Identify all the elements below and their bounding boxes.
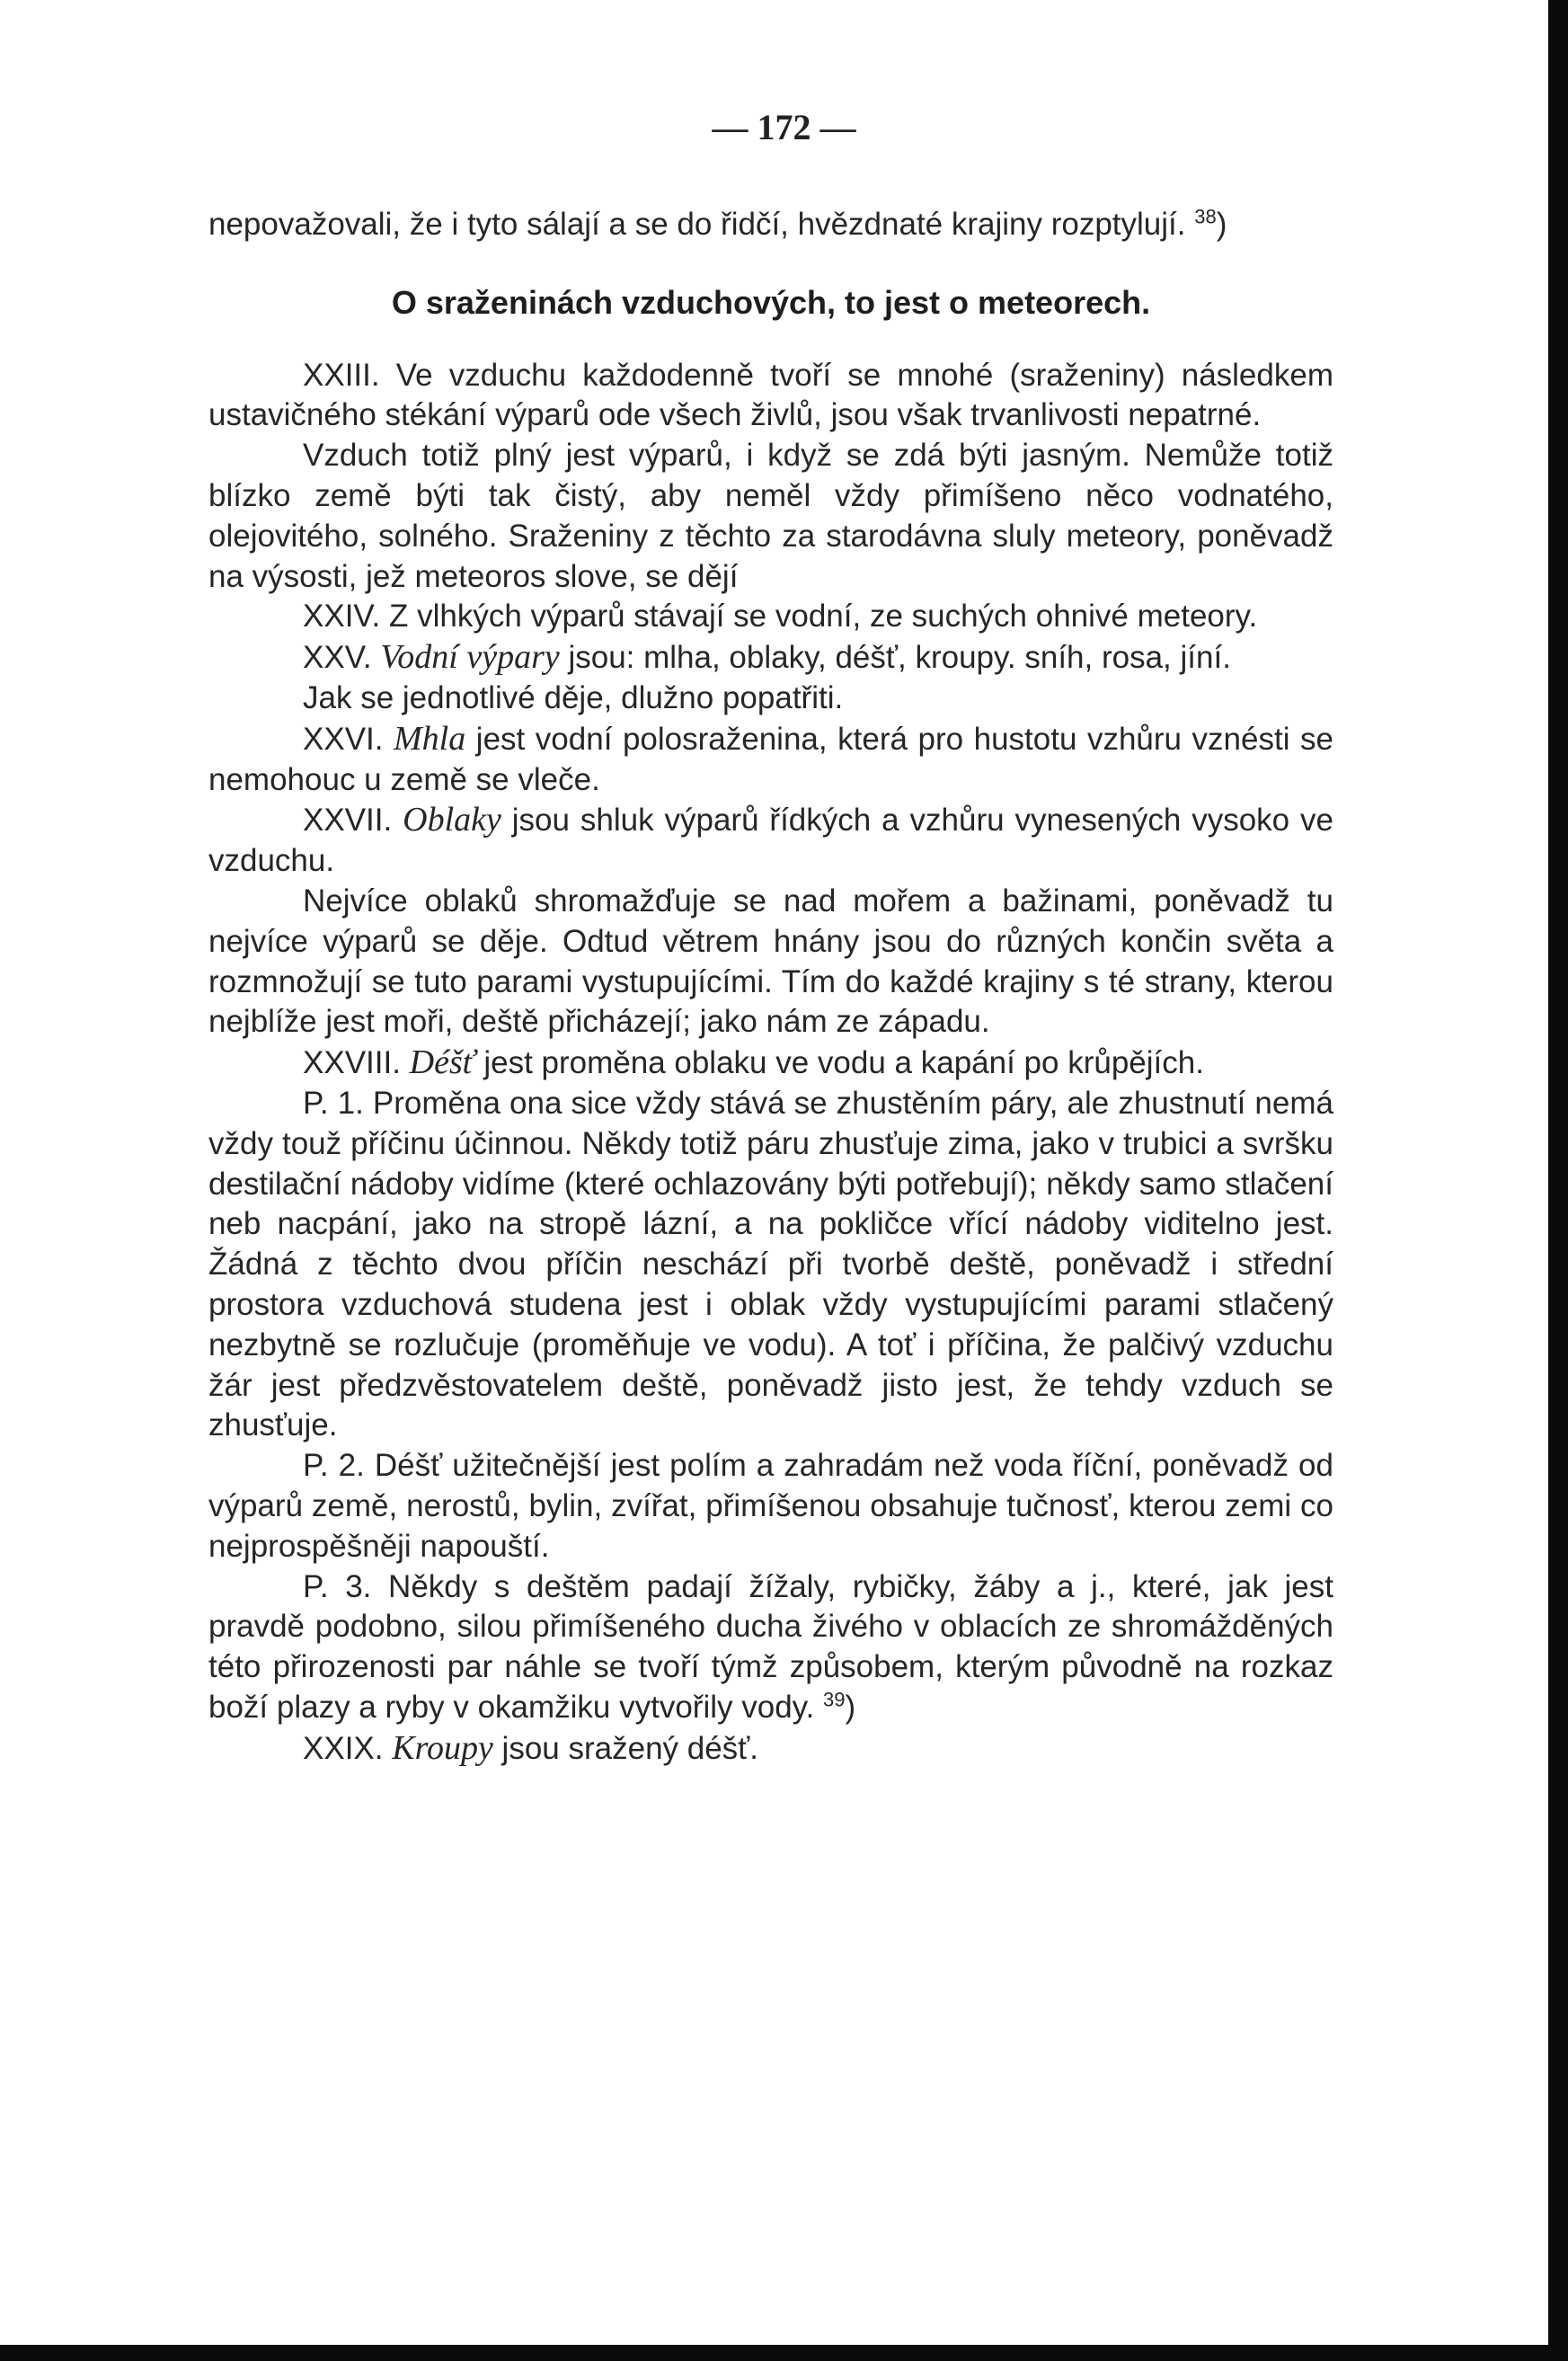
italic-term: Vodní výpary [380,638,560,677]
section-number: XXVII. [303,803,393,839]
italic-term: Oblaky [403,801,501,839]
paragraph: Nejvíce oblaků shromažďuje se nad mořem a bažinami, poněvadž tu nejvíce výparů se děje. Odtud větrem hnány jsou do různých končin světa a rozmnožují se tuto parami vystupujícími. Tím do každé krajiny s té strany, kterou nejblíže jest moři, deště přicházejí; jako nám ze západu. [208,883,1333,1040]
paragraph: Vzduch totiž plný jest výparů, i když se zdá býti jasným. Nemůže totiž blízko země býti tak čistý, aby neměl vždy přimíšeno něco vodnatého, olejovitého, solného. Sraženiny z těchto za starodávna sluly meteory, poněvadž na výsosti, jež meteoros slove, se dějí [208,438,1333,594]
paragraph [208,637,1333,679]
scan-edge-right [1548,0,1568,2361]
paragraph-text: P. 3. Někdy s deštěm padají žížaly, rybičky, žáby a j., které, jak jest pravdě podobno, silou přimíšeného ducha živého v oblacích ze shromážděných této přirozenosti par náhle se tvoří týmž způsobem, kterým původně na rozkaz boží plazy a ryby v okamžiku vytvořily vody. [208,1568,1333,1725]
paragraph [208,800,1333,882]
section-number: XXVIII. [303,1045,401,1081]
paragraph: P. 1. Proměna ona sice vždy stává se zhustěním páry, ale zhustnutí nemá vždy touž příčinu účinnou. Někdy totiž páru zhusťuje zima, jako v trubici a svršku destilační nádoby vidíme (které ochlazovány býti potřebují); někdy samo stlačení neb nacpání, jako na stropě lázní, a na pokličce vřící nádoby viditelno jest. Žádná z těchto dvou příčin neschází při tvorbě deště, poněvadž i střední prostora vzduchová studena jest i oblak vždy vystupujícími parami stlačený nezbytně se rozlučuje (proměňuje ve vodu). A toť i příčina, že palčivý vzduchu žár jest předzvěstovatelem deště, poněvadž jisto jest, že tehdy vzduch se zhusťuje. [208,1085,1333,1443]
italic-term: Kroupy [392,1728,493,1767]
paragraph: Jak se jednotlivé děje, dlužno popatřiti. [303,679,844,715]
paragraph [208,1043,1333,1084]
footnote-close: ) [845,1689,856,1725]
footnote-marker: 38 [1194,205,1217,228]
paragraph: P. 2. Déšť užitečnější jest polím a zahradám než voda říční, poněvadž od výparů země, nerostů, bylin, zvířat, přimíšenou obsahuje tučnosť, kterou zemi co nejprospěšněji napouští. [208,1448,1333,1564]
section-number: XXVI. [303,721,384,757]
paragraph: XXIV. Z vlhkých výparů stávají se vodní, ze suchých ohnivé meteory. [303,599,1258,635]
section-number: XXV. [303,640,372,676]
paragraph-text: jsou sražený déšť. [501,1730,759,1766]
paragraph [208,1567,1333,1728]
paragraph-text: jest vodní polosraženina, která pro hustotu vzhůru vznésti se nemohouc u země se vleče. [208,721,1333,797]
paragraph [208,1728,1333,1770]
paragraph [208,719,1333,801]
section-number: XXIX. [303,1730,384,1766]
paragraph-text: jest proměna oblaku ve vodu a kapání po krůpějích. [483,1045,1204,1081]
section-title: O sraženinách vzduchových, to jest o meteorech. [391,283,1151,321]
body-text [208,205,1333,1769]
page-number: — 172 — [712,107,856,147]
paragraph-text: nepovažovali, že i tyto sálají a se do řidčí, hvězdnaté krajiny rozptylují. [208,207,1186,242]
footnote-marker: 39 [823,1688,846,1711]
paragraph-text: jsou shluk výparů řídkých a vzhůru vynesených vysoko ve vzduchu. [208,803,1333,879]
italic-term: Mhla [394,719,466,758]
paragraph [208,205,1333,245]
paragraph-text: jsou: mlha, oblaky, déšť, kroupy. sníh, rosa, jíní. [568,640,1231,676]
italic-term: Déšť [409,1043,475,1082]
footnote-close: ) [1216,207,1227,242]
paragraph: XXIII. Ve vzduchu každodenně tvoří se mnohé (sraženiny) následkem ustavičného stékání výparů ode všech živlů, jsou však trvanlivosti nepatrné. [208,357,1333,433]
scan-edge-bottom [0,2345,1568,2361]
